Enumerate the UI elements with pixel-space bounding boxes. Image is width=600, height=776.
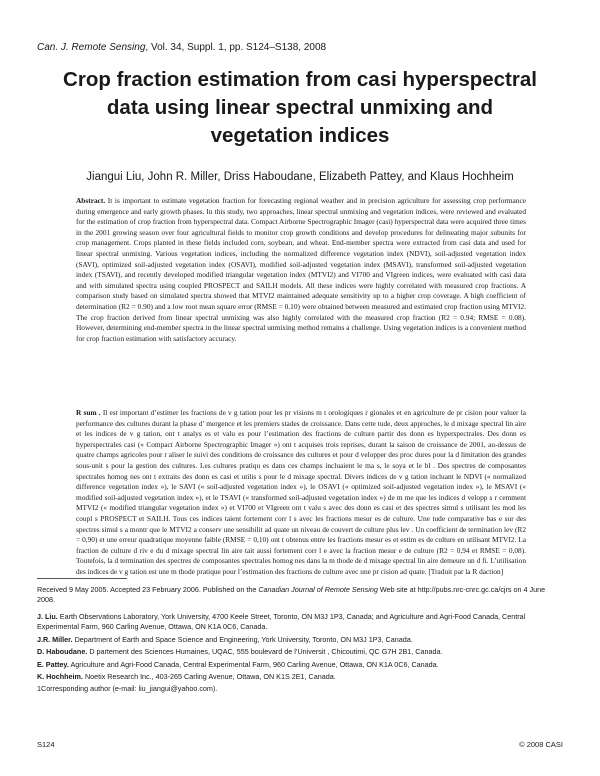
corresponding-author-note xyxy=(37,684,563,694)
copyright: © 2008 CASI xyxy=(519,740,563,749)
affiliation-text: Department of Earth and Space Science and Engineering, York University, Toronto, ON M3J 1P3, Canada. xyxy=(74,634,413,644)
affiliation-text: Noetix Research Inc., 403-265 Carling Avenue, Ottawa, ON K1S 2E1, Canada. xyxy=(84,672,336,682)
abstract xyxy=(76,196,526,344)
affiliations xyxy=(37,612,563,697)
title-line-3: vegetation indices xyxy=(210,124,390,147)
affiliation-item xyxy=(37,635,563,645)
affiliation-item xyxy=(37,660,563,670)
received-text-1: Received 9 May 2005. Accepted 23 February 2006. Published on the xyxy=(37,585,259,594)
affiliation-item xyxy=(37,647,563,657)
affiliation-text: Agriculture and Agri-Food Canada, Central Experimental Farm, 960 Carling Avenue, Ottawa, ON K1A 0C6, Canada. xyxy=(70,659,439,669)
abstract-heading: Abstract. xyxy=(76,196,106,205)
affiliation-item xyxy=(37,612,563,633)
received-note xyxy=(37,585,563,606)
journal-citation xyxy=(37,42,326,53)
title-line-1: Crop fraction estimation from casi hyperspectral xyxy=(63,68,537,91)
affiliation-name: E. Pattey. xyxy=(37,659,69,669)
affiliation-name: D. Haboudane. xyxy=(37,647,88,657)
author-list: Jiangui Liu, John R. Miller, Driss Haboudane, Elizabeth Pattey, and Klaus Hochheim xyxy=(86,171,514,183)
affiliation-text: D partement des Sciences Humaines, UQAC, 555 boulevard de l’Universit , Chicoutimi, QC G7H 2B1, Canada. xyxy=(89,647,443,657)
paper-title xyxy=(20,66,580,150)
affiliation-name: J. Liu. xyxy=(37,612,58,621)
resume-text: Il est important d’estimer les fractions de v g tation pour les pr visions m t orologiques r gionales et en agriculture de pr cision pour valuer la performance des cultures durant la phase d’ mergence et les premiers stades de croissance. Dans cette tude, deux approches, le d mixage spectral lin aire et les indices de v g tation, ont t analys es et valu es pour l’estimation des fractions de culture partir des donn es hyperspectrales. Des donn es hyperspectrales casi (« Compact Airborne Spectrographic Imager ») ont t acquises trois reprises, durant la saison de croissance de 2001, au-dessus de quatre champs agricoles pour r aliser le suivi des conditions de croissance des cultures et pour d velopper des proc dures pour la d limitation des grandes sous-unit s pour la gestion des cultures. Les cultures pratiqu es dans ces champs incluaient le ma s, le soya et le bl . Des spectres de composantes spectrales homog nes ont t extraits des donn es casi et utilis s pour le d mixage spectral. Divers indices de v g tation incluant le NDVI (« normalized difference vegetation index »), le SAVI (« soil-adjusted vegetation index »), le OSAVI (« optimized soil-adjusted vegetation index »), le MSAVI (« modified soil-adjusted vegetation index »), et le TSAVI (« transformed soil-adjusted vegetation index ») de m me que les indices d velopp s r cemment MTVI2 (« modified triangular vegetation index ») et VI700 et VIgreen ont t valu s avec des donn es casi et des spectres simul s utilisant les mod les coupl s PROSPECT et SAILH. Tous ces indices taient fortement corr l s avec les fractions mesur es de culture. Une tude comparative bas e sur des spectres simul s a montr que le MTVI2 a conserv une sensibilit ad quate un niveau de couvert de culture plus lev . Un coefficient de termination lev (R2 = 0,90) et une erreur quadratique moyenne faible (RMSE = 0,10) ont t obtenus entre les fractions mesur es et estim es de culture en utilisant MTVI2. La fraction de culture d riv e du d mixage spectral lin aire tait aussi fortement corr l e avec la fraction mesur e de culture (R2 = 0,94 et RMSE = 0,08). Toutefois, la d termination des spectres de composantes spectrales homog nes dans la m thode de d mixage spectral lin aire demeure un d fi. L’utilisation des indices de v g tation est une m thode pratique pour l’estimation des fractions de culture avec une pr cision ad quate. [Traduit par la R daction] xyxy=(76,408,526,576)
resume-heading: R sum . xyxy=(76,408,101,417)
received-journal: Canadian Journal of Remote Sensing xyxy=(258,585,378,594)
abstract-text: It is important to estimate vegetation fraction for forecasting regional weather and in precision agriculture for assessing crop performance during emergence and early growth phases. In this study, two approaches, linear spectral unmixing and vegetation indices, were reviewed and evaluated for the estimation of crop fraction from hyperspectral data. Compact Airborne Spectrographic Imager (casi) hyperspectral data were acquired three times in the 2001 growing season over four agricultural fields to monitor crop growth conditions and develop procedures for delineating major subunits for crop management. Crops planted in these fields included corn, soybean, and wheat. End-member spectra were extracted from casi data and used for linear spectral unmixing. Various vegetation indices, including the normalized difference vegetation index (NDVI), soil-adjusted vegetation index (SAVI), optimized soil-adjusted vegetation index (OSAVI), modified soil-adjusted vegetation index (MSAVI), transformed soil-adjusted vegetation index (TSAVI), and recently developed modified triangular vegetation index (MTVI2) and VI700 and VIgreen indices, were evaluated with casi data and with simulated spectra using coupled PROSPECT and SAILH models. All these indices were highly correlated with measured crop fractions. A comparison study based on simulated spectra showed that MTVI2 maintained adequate sensitivity up to a higher crop coverage. A high coefficient of determination (R2 = 0.90) and a low root mean square error (RMSE = 0.10) were obtained between measured and estimated crop fraction using MTVI2. The crop fraction derived from linear spectral unmixing was also highly correlated with the measured crop fraction (R2 = 0.94; RMSE = 0.08). However, determining end-member spectra in the linear spectral unmixing method remains a challenge. Using vegetation indices is a convenient method for crop fraction estimation with satisfactory accuracy. xyxy=(76,196,526,343)
resume xyxy=(76,408,526,578)
page-number: S124 xyxy=(37,740,55,749)
affiliation-name: K. Hochheim. xyxy=(37,672,83,682)
journal-name: Can. J. Remote Sensing xyxy=(37,42,146,53)
footnote-divider xyxy=(37,578,127,579)
affiliation-item xyxy=(37,672,563,682)
journal-details: , Vol. 34, Suppl. 1, pp. S124–S138, 2008 xyxy=(145,42,327,53)
received-text-2: Web site at http://pubs.nrc-cnrc.gc.ca/cjrs on 4 June 2008. xyxy=(37,585,546,605)
affiliation-text: Earth Observations Laboratory, York University, 4700 Keele Street, Toronto, ON M3J 1P3, Canada; and Agriculture and Agri-Food Canada, Central Experimental Farm, 960 Carling Avenue, Ottawa, ON K1A 0C6, Canada. xyxy=(37,612,526,632)
affiliation-name: J.R. Miller. xyxy=(37,634,73,644)
title-line-2: data using linear spectral unmixing and xyxy=(106,96,494,119)
affiliation-text: 1Corresponding author (e-mail: liu_jiangui@yahoo.com). xyxy=(37,684,218,694)
